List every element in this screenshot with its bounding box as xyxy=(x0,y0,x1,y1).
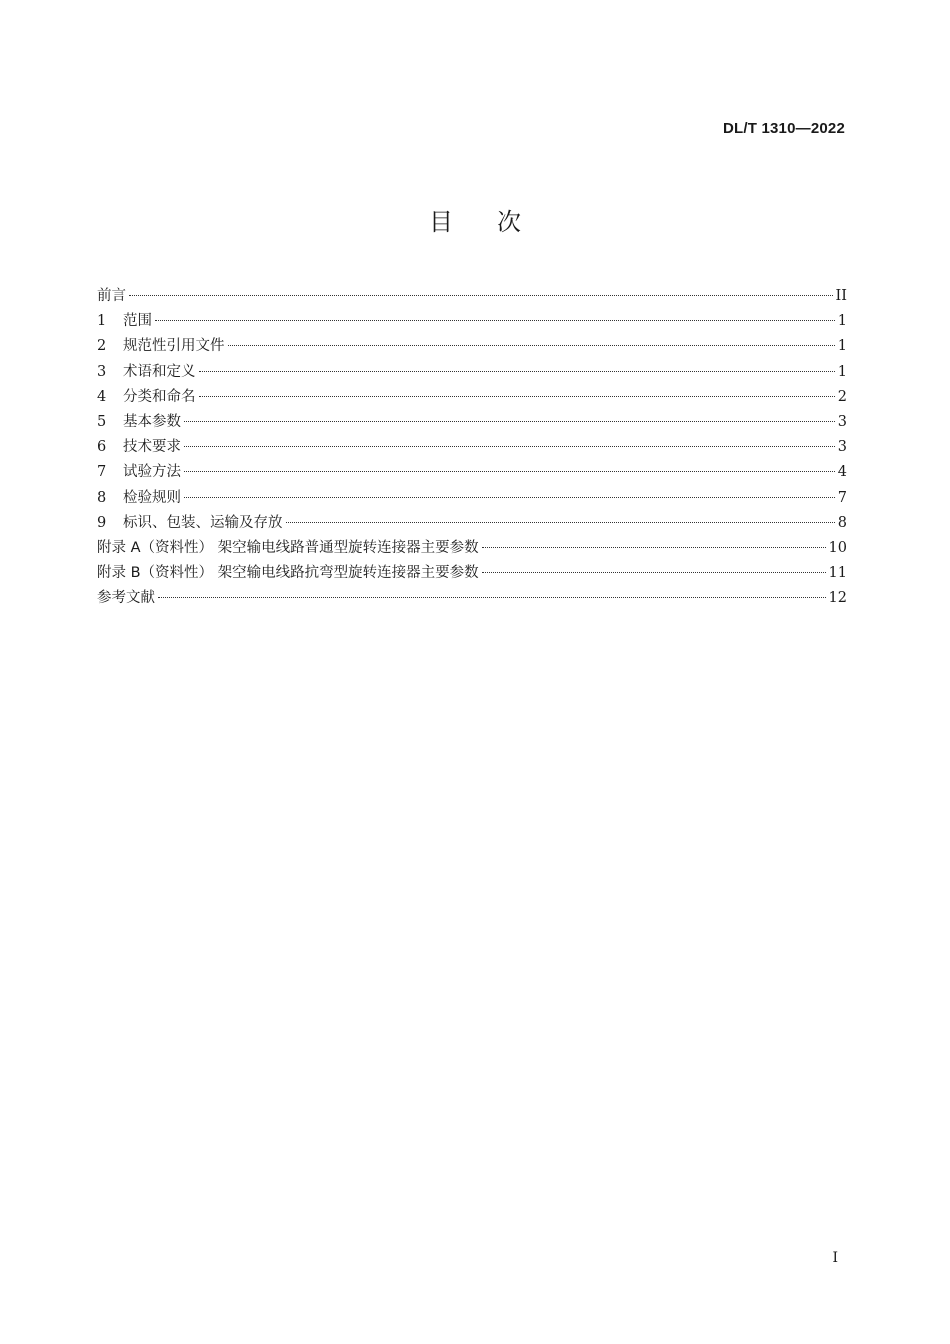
toc-entry-title: 参考文献 xyxy=(97,590,155,607)
toc-entry-page: 3 xyxy=(837,413,847,430)
toc-entry-page: 1 xyxy=(837,363,847,380)
toc-entry-title: 规范性引用文件 xyxy=(123,338,225,355)
page-title: 目次 xyxy=(429,208,565,236)
toc-leader-dots xyxy=(199,396,835,397)
toc-entry-title: 检验规则 xyxy=(123,489,181,506)
toc-entry-number: 7 xyxy=(97,464,107,481)
toc-leader-dots xyxy=(129,295,833,296)
toc-entry-page: 7 xyxy=(837,489,847,506)
toc-entry-number: 8 xyxy=(97,489,107,506)
toc-entry-title: 分类和命名 xyxy=(123,388,196,405)
toc-entry-page: 11 xyxy=(828,565,847,582)
toc-entry[interactable] xyxy=(97,284,847,309)
toc-entry[interactable] xyxy=(97,334,847,359)
toc-leader-dots xyxy=(158,597,826,598)
toc-entry-page: 4 xyxy=(837,464,847,481)
toc-entry-title: 术语和定义 xyxy=(123,363,196,380)
toc-leader-dots xyxy=(184,471,835,472)
toc-leader-dots xyxy=(184,497,835,498)
toc-entry[interactable] xyxy=(97,309,847,334)
toc-entry[interactable] xyxy=(97,385,847,410)
toc-leader-dots xyxy=(184,446,835,447)
toc-entry-page: 10 xyxy=(828,539,847,556)
toc-entry-title: 标识、包装、运输及存放 xyxy=(123,514,283,531)
toc-entry-number: 5 xyxy=(97,413,107,430)
toc-entry[interactable] xyxy=(97,511,847,536)
toc-leader-dots xyxy=(184,421,835,422)
toc-entry[interactable] xyxy=(97,435,847,460)
toc-entry-number: 3 xyxy=(97,363,107,380)
toc-entry-title: 前言 xyxy=(97,288,126,304)
toc-leader-dots xyxy=(155,320,835,321)
toc-leader-dots xyxy=(199,371,835,372)
toc-entry-title: 范围 xyxy=(123,313,152,330)
toc-entry[interactable] xyxy=(97,410,847,435)
toc-entry-title: 附录 B（资料性） 架空输电线路抗弯型旋转连接器主要参数 xyxy=(97,565,479,582)
toc-entry[interactable] xyxy=(97,586,847,611)
toc-entry-number: 6 xyxy=(97,439,107,456)
toc-entry-title: 技术要求 xyxy=(123,439,181,456)
table-of-contents xyxy=(97,284,847,611)
toc-entry-number: 1 xyxy=(97,313,107,330)
toc-entry[interactable] xyxy=(97,561,847,586)
toc-entry-page: II xyxy=(835,288,847,304)
page-number: I xyxy=(832,1250,838,1266)
toc-entry[interactable] xyxy=(97,536,847,561)
toc-entry-page: 3 xyxy=(837,439,847,456)
toc-entry-page: 8 xyxy=(837,514,847,531)
standard-code: DL/T 1310—2022 xyxy=(722,120,845,137)
toc-leader-dots xyxy=(228,345,835,346)
toc-entry-number: 9 xyxy=(97,514,107,531)
toc-entry-page: 1 xyxy=(837,338,847,355)
toc-entry-page: 2 xyxy=(837,388,847,405)
toc-entry-title: 试验方法 xyxy=(123,464,181,481)
toc-entry-page: 12 xyxy=(828,590,847,607)
toc-entry[interactable] xyxy=(97,360,847,385)
toc-entry-number: 4 xyxy=(97,388,107,405)
toc-leader-dots xyxy=(482,547,826,548)
toc-leader-dots xyxy=(482,572,826,573)
toc-entry[interactable] xyxy=(97,460,847,485)
toc-leader-dots xyxy=(286,522,835,523)
toc-entry-page: 1 xyxy=(837,313,847,330)
toc-entry-title: 附录 A（资料性） 架空输电线路普通型旋转连接器主要参数 xyxy=(97,539,479,556)
toc-entry[interactable] xyxy=(97,486,847,511)
toc-entry-title: 基本参数 xyxy=(123,413,181,430)
toc-entry-number: 2 xyxy=(97,338,107,355)
